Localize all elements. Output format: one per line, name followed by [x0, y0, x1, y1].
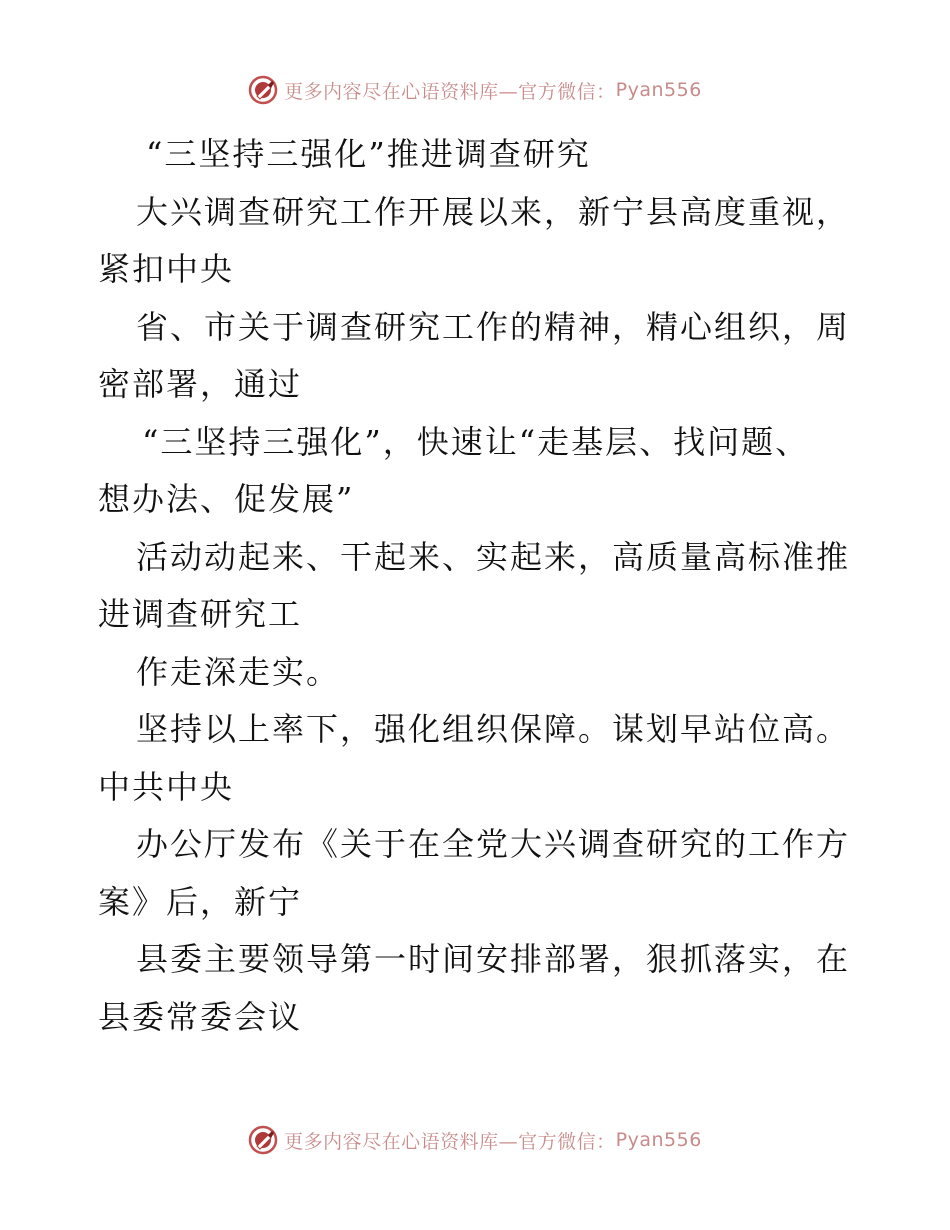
paragraph-line: 想办法、促发展” [98, 480, 355, 518]
paragraph-line: 县委主要领导第一时间安排部署，狠抓落实，在 [136, 940, 851, 978]
pen-logo-icon [248, 75, 278, 105]
paragraph-line: 进调查研究工 [98, 595, 303, 633]
paragraph-line: 活动动起来、干起来、实起来，高质量高标准推 [136, 537, 851, 576]
paragraph-line: 大兴调查研究工作开展以来，新宁县高度重视， [136, 192, 851, 231]
pen-logo-icon [248, 1125, 278, 1155]
paragraph-line: “三坚持三强化”，快速让“走基层、找问题、 [142, 422, 810, 461]
paragraph-line: 案》后，新宁 [98, 882, 303, 921]
watermark-text: 更多内容尽在心语资料库—官方微信： [284, 1130, 616, 1153]
document-body [98, 126, 868, 1046]
paragraph-line: 县委常委会议 [98, 997, 303, 1036]
paragraph-line: 办公厅发布《关于在全党大兴调查研究的工作方 [136, 825, 851, 863]
paragraph-line: 紧扣中央 [98, 250, 235, 288]
paragraph-line: 中共中央 [98, 767, 235, 806]
header-watermark [0, 70, 950, 110]
watermark-wechat-id: Pyan556 [615, 79, 702, 101]
paragraph-line: 作走深走实。 [136, 652, 341, 691]
paragraph-line: 密部署，通过 [98, 365, 303, 403]
watermark-text: 更多内容尽在心语资料库—官方微信： [284, 80, 616, 103]
paragraph-line: 坚持以上率下，强化组织保障。谋划早站位高。 [136, 710, 851, 748]
document-title: “三坚持三强化”推进调查研究 [146, 135, 591, 173]
paragraph-line: 省、市关于调查研究工作的精神，精心组织，周 [136, 307, 851, 346]
footer-watermark [0, 1120, 950, 1160]
watermark-wechat-id: Pyan556 [615, 1129, 702, 1151]
